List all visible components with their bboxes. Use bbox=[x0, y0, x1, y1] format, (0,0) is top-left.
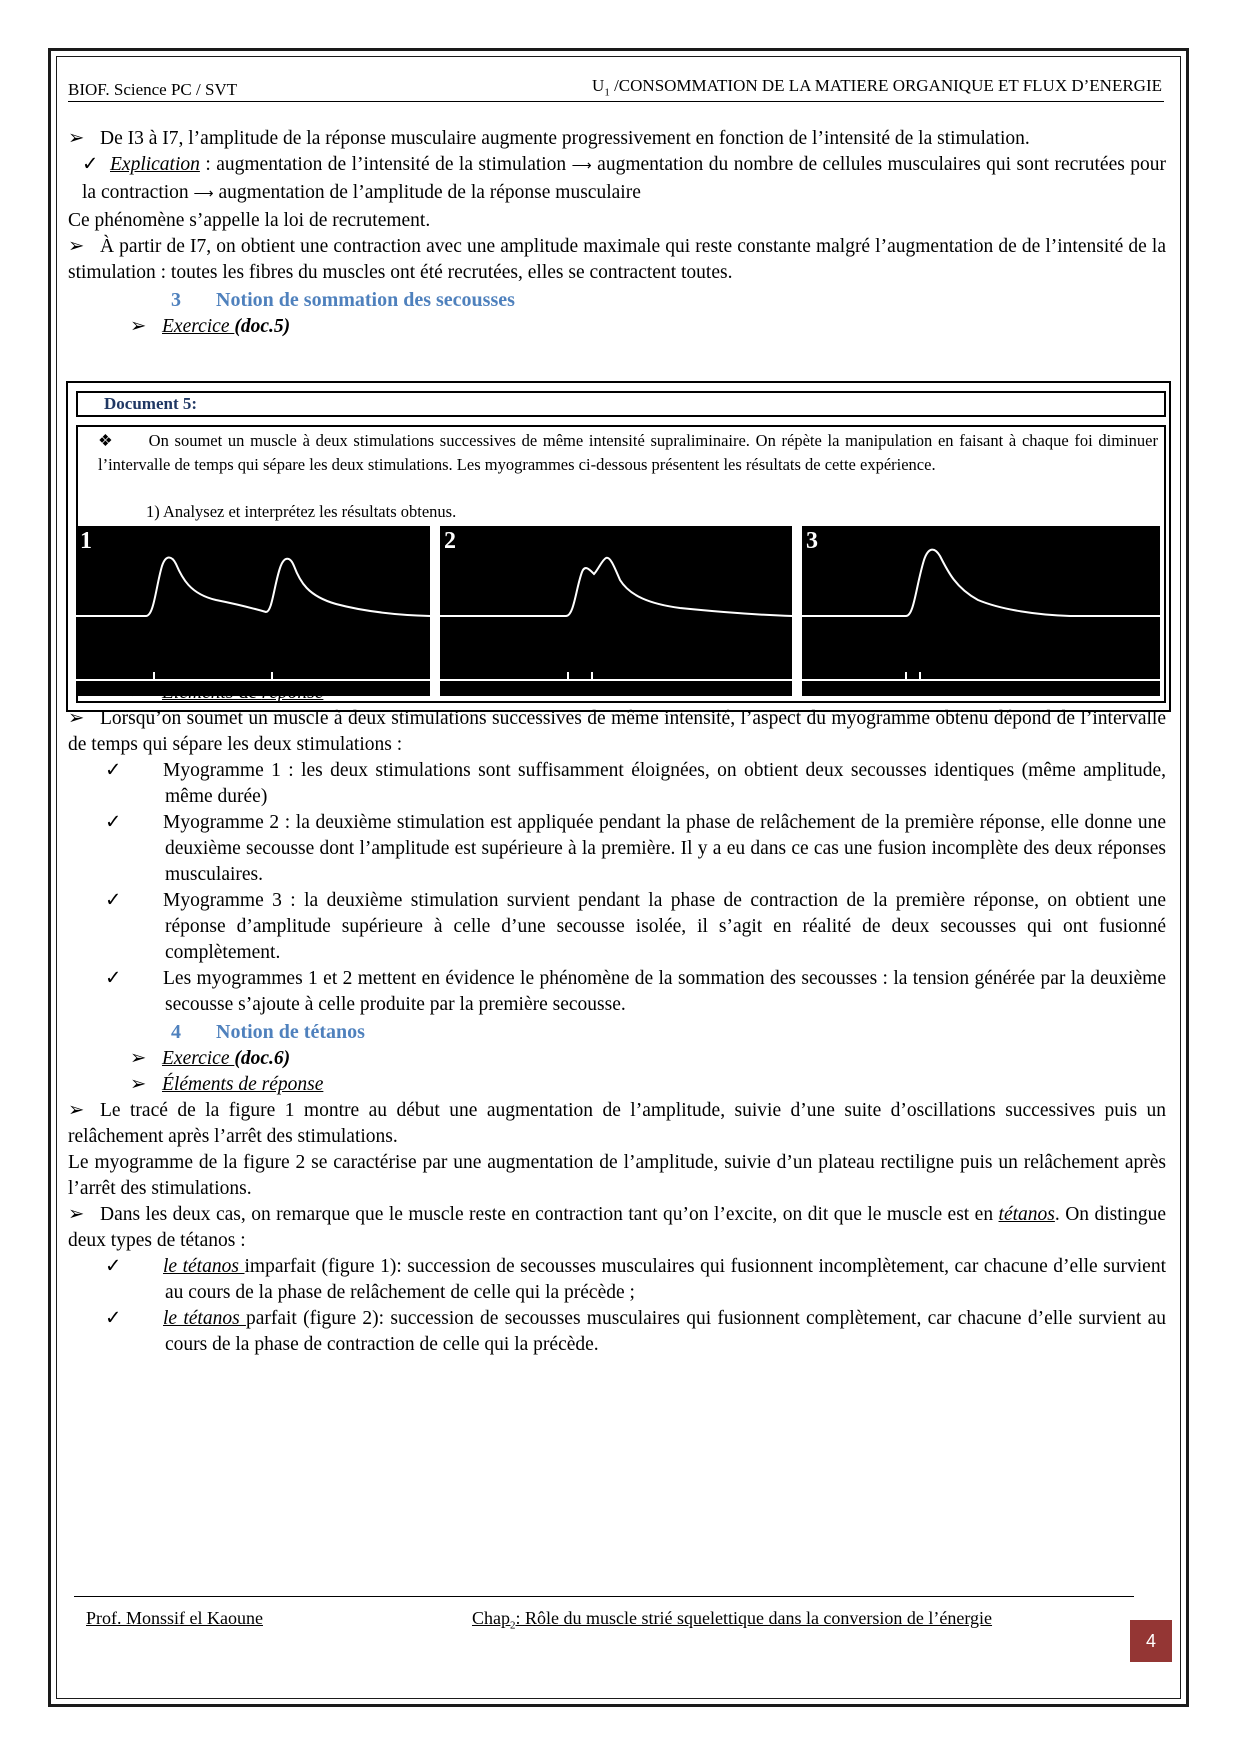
section-4-p3: ➢ Dans les deux cas, on remarque que le muscle reste en contraction tant qu’on l’excite, on dit que le muscle est en tétanos. On distingue deux types de tétanos : bbox=[68, 1204, 1166, 1251]
document-5-title: Document 5: bbox=[76, 391, 1166, 417]
myogram-3-label: 3 bbox=[806, 528, 818, 554]
arrow-bullet-icon: ➢ bbox=[68, 236, 85, 257]
intro-p2: Ce phénomène s’appelle la loi de recrutement. bbox=[68, 210, 431, 231]
myogram-3 bbox=[802, 526, 1160, 696]
header-unit: U bbox=[592, 76, 605, 95]
reponse-p1: ➢ Lorsqu’on soumet un muscle à deux stimulations successives de même intensité, l’aspect du myogramme obtenu dépond de l’intervalle de temps qui sépare les deux stimulations : bbox=[68, 708, 1166, 755]
page-number: 4 bbox=[1130, 1620, 1172, 1662]
section-3-exercice: ➢ Exercice (doc.5) bbox=[68, 314, 1166, 340]
section-3-title: 3 Notion de sommation des secousses bbox=[171, 289, 515, 311]
diamond-bullet-icon: ❖ bbox=[98, 431, 115, 450]
right-arrow-icon: ⟶ bbox=[193, 187, 214, 202]
section-4-p2: Le myogramme de la figure 2 se caractérise par une augmentation de l’amplitude, suivie d’un plateau rectiligne puis un relâchement après l’arrêt des stimulations. bbox=[68, 1152, 1166, 1199]
check-icon: ✓ bbox=[105, 968, 122, 989]
arrow-bullet-icon: ➢ bbox=[68, 1204, 85, 1225]
myogram-2 bbox=[440, 526, 792, 696]
header-chapter bbox=[592, 76, 1162, 98]
header-unit-sub: 1 bbox=[604, 86, 610, 99]
intro-p3: ➢ À partir de I7, on obtient une contraction avec une amplitude maximale qui reste constante malgré l’augmentation de de l’intensité de la stimulation : toutes les fibres du muscles ont été recrutées, elles se contractent toutes. bbox=[68, 236, 1166, 283]
header-unit-title: /CONSOMMATION DE LA MATIERE ORGANIQUE ET FLUX D’ENERGIE bbox=[609, 76, 1162, 95]
check-icon: ✓ bbox=[105, 890, 122, 911]
myogram-1-label: 1 bbox=[80, 528, 92, 554]
section-4-exercice: ➢ Exercice (doc.6) bbox=[68, 1046, 1166, 1072]
myogram-3-trace bbox=[802, 526, 1160, 696]
document-5-question: 1) Analysez et interprétez les résultats obtenus. bbox=[146, 502, 457, 521]
section-4-p1: ➢ Le tracé de la figure 1 montre au début une augmentation de l’amplitude, suivie d’une suite d’oscillations successives puis un relâchement après l’arrêt des stimulations. bbox=[68, 1100, 1166, 1147]
check-icon: ✓ bbox=[105, 1256, 122, 1277]
tetanos-item-1: ✓ le tétanos imparfait (figure 1): succession de secousses musculaires qui fusionnent incomplètement, car chacune d’elle survient au cours de la phase de relâchement de celle qui la précède ; bbox=[105, 1256, 1167, 1303]
arrow-bullet-icon: ➢ bbox=[130, 1074, 147, 1095]
myogram-1-trace bbox=[76, 526, 430, 696]
myogram-2-label: 2 bbox=[444, 528, 456, 554]
arrow-bullet-icon: ➢ bbox=[68, 1100, 85, 1121]
arrow-bullet-icon: ➢ bbox=[130, 316, 147, 337]
check-icon: ✓ bbox=[105, 760, 122, 781]
intro-explication: ✓ Explication : augmentation de l’intensité de la stimulation ⟶ augmentation du nombre de cellules musculaires qui sont recrutées pour la contraction ⟶ augmentation de l’amplitude de la réponse musculaire bbox=[82, 154, 1167, 203]
footer-rule bbox=[74, 1596, 1134, 1597]
document-5-text: ❖ On soumet un muscle à deux stimulations successives de même intensité supraliminaire. On répète la manipulation en faisant à chaque foi diminuer l’intervalle de temps qui sépare les deux stimulations. Les myogrammes ci-dessous présentent les résultats de cette expérience. bbox=[98, 431, 1159, 474]
arrow-bullet-icon: ➢ bbox=[68, 708, 85, 729]
header-rule bbox=[68, 101, 1164, 102]
page-header bbox=[68, 76, 1164, 104]
check-icon: ✓ bbox=[105, 1308, 122, 1329]
arrow-bullet-icon: ➢ bbox=[130, 1048, 147, 1069]
section-4-elements: ➢ Éléments de réponse bbox=[68, 1072, 1166, 1098]
intro-p1: ➢ De I3 à I7, l’amplitude de la réponse musculaire augmente progressivement en fonction de l’intensité de la stimulation. bbox=[68, 126, 1166, 152]
tetanos-item-2: ✓ le tétanos parfait (figure 2): succession de secousses musculaires qui fusionnent complètement, car chacune d’elle survient au cours de la phase de contraction de celle qui la précède. bbox=[105, 1308, 1166, 1355]
reponse-item-2: ✓ Myogramme 2 : la deuxième stimulation est appliquée pendant la phase de relâchement de la première réponse, elle donne une deuxième secousse dont l’amplitude est supérieure à la première. Il y a eu dans ce cas une fusion incomplète des deux réponses musculaires. bbox=[105, 812, 1166, 885]
myogram-1 bbox=[76, 526, 430, 696]
reponse-item-3: ✓ Myogramme 3 : la deuxième stimulation survient pendant la phase de contraction de la première réponse, on obtient une réponse d’amplitude supérieure à celle d’une secousse isolée, il s’agit en réalité de deux secousses qui ont fusionné complètement. bbox=[105, 890, 1166, 963]
header-course: BIOF. Science PC / SVT bbox=[68, 80, 238, 99]
footer-chapter: Chap$_2$: Rôle du muscle strié squelettique dans la conversion de l’énergie bbox=[472, 1608, 993, 1632]
myogram-2-trace bbox=[440, 526, 792, 696]
page-footer bbox=[74, 1596, 1134, 1636]
section-4-title: 4 Notion de tétanos bbox=[171, 1021, 365, 1043]
check-icon: ✓ bbox=[82, 154, 99, 175]
footer-author: Prof. Monssif el Kaoune bbox=[86, 1608, 263, 1628]
page-content bbox=[68, 126, 1166, 1358]
reponse-item-4: ✓ Les myogrammes 1 et 2 mettent en évidence le phénomène de la sommation des secousses : la tension générée par la deuxième secousse s’ajoute à celle produite par la première secousse. bbox=[105, 968, 1166, 1015]
right-arrow-icon: ⟶ bbox=[571, 159, 592, 174]
check-icon: ✓ bbox=[105, 812, 122, 833]
reponse-item-1: ✓ Myogramme 1 : les deux stimulations sont suffisamment éloignées, on obtient deux secousses identiques (même amplitude, même durée) bbox=[105, 760, 1166, 807]
arrow-bullet-icon: ➢ bbox=[68, 128, 85, 149]
